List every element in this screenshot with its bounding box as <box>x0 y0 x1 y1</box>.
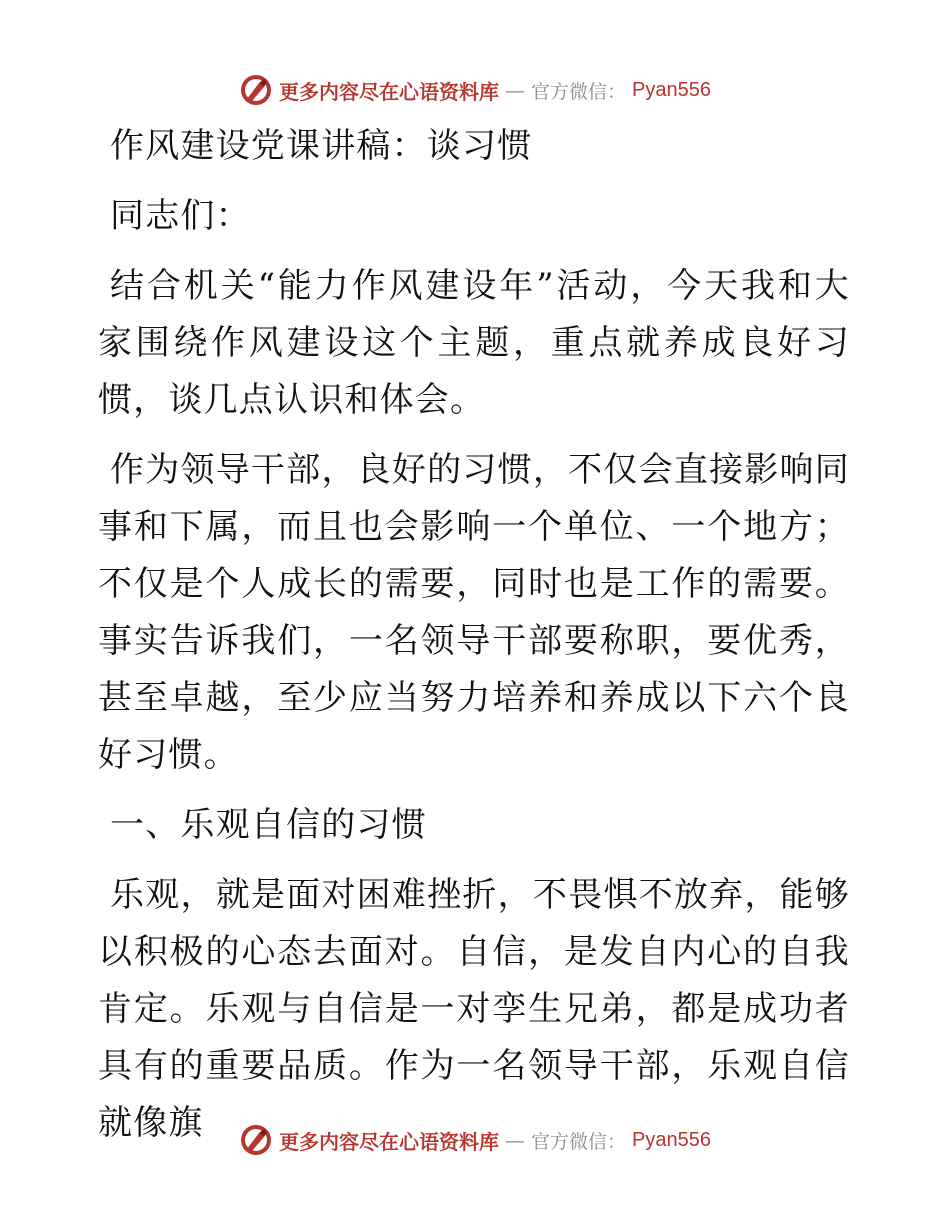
watermark-dash: — <box>505 78 525 102</box>
paragraph-intro: 结合机关“能力作风建设年”活动，今天我和大家围绕作风建设这个主题，重点就养成良好习惯，谈几点认识和体会。 <box>98 266 850 420</box>
watermark-dash: — <box>505 1128 525 1152</box>
header-watermark <box>0 70 950 110</box>
pen-nib-logo-icon <box>239 73 273 107</box>
watermark-wechat-id: Pyan556 <box>632 78 711 101</box>
document-title: 作风建设党课讲稿：谈习惯 <box>110 126 533 166</box>
watermark-label: 官方微信： <box>531 1130 627 1153</box>
watermark-brand-text: 更多内容尽在心语资料库 <box>279 79 499 104</box>
paragraph-leadership: 作为领导干部，良好的习惯，不仅会直接影响同事和下属，而且也会影响一个单位、一个地方；不仅是个人成长的需要，同时也是工作的需要。事实告诉我们，一名领导干部要称职，要优秀，甚至卓越，至少应当努力培养和养成以下六个良好习惯。 <box>98 450 850 775</box>
pen-nib-logo-icon <box>239 1123 273 1157</box>
salutation: 同志们： <box>110 196 251 236</box>
watermark-brand-text: 更多内容尽在心语资料库 <box>279 1129 499 1154</box>
section-heading-1: 一、乐观自信的习惯 <box>110 805 427 845</box>
watermark-wechat-id: Pyan556 <box>632 1128 711 1151</box>
paragraph-optimism: 乐观，就是面对困难挫折，不畏惧不放弃，能够以积极的心态去面对。自信，是发自内心的自我肯定。乐观与自信是一对孪生兄弟，都是成功者具有的重要品质。作为一名领导干部，乐观自信就像旗 <box>98 875 850 1143</box>
footer-watermark <box>0 1120 950 1160</box>
watermark-label: 官方微信： <box>531 80 627 103</box>
document-body <box>98 118 850 1165</box>
